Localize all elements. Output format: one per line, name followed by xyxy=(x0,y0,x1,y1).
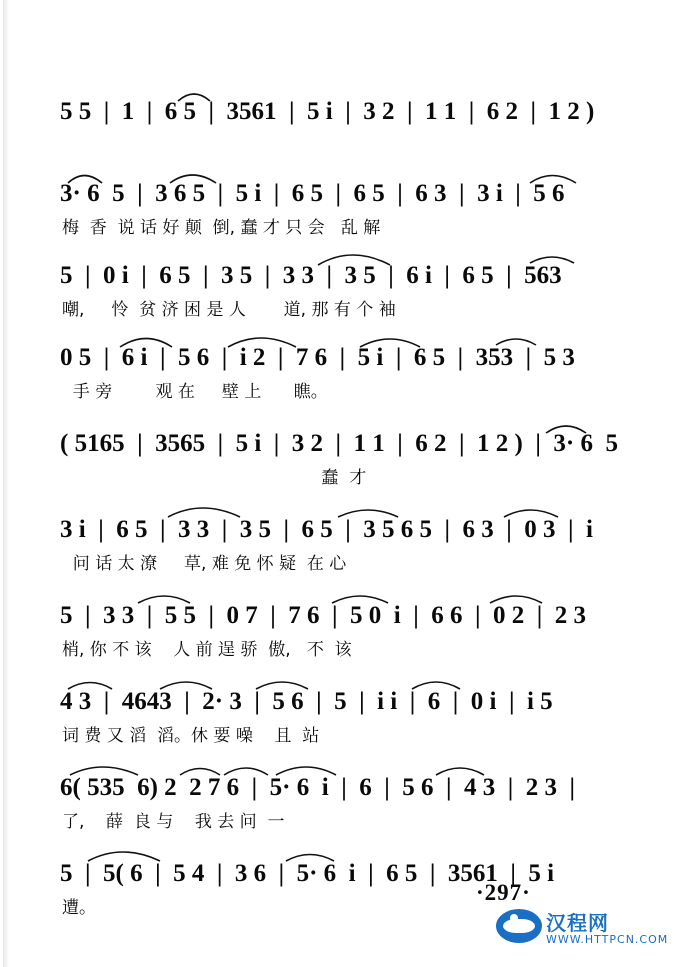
notation-line: 0 5 | 6 i | 5 6 | i 2 | 7 6 | 5 i | 6 5 | 353 | 5 3 xyxy=(60,344,575,371)
notation-line: 5 | 5( 6 | 5 4 | 3 6 | 5· 6 i | 6 5 | 3561 | 5 i xyxy=(60,860,555,887)
watermark-url: WWW.HTTPCN.COM xyxy=(546,933,669,946)
lyrics-line: 词 费 又 滔 滔。休 要 噪 且 站 xyxy=(62,726,320,746)
music-system xyxy=(60,685,620,749)
lyrics-line: 梢, 你 不 该 人 前 逞 骄 傲, 不 该 xyxy=(62,640,352,660)
music-system xyxy=(60,177,620,241)
music-system xyxy=(60,599,620,663)
lyrics-line: 梅 香 说 话 好 颠 倒, 蠢 才 只 会 乱 解 xyxy=(62,218,381,238)
bird-logo-icon xyxy=(496,909,542,943)
music-system xyxy=(60,771,620,835)
notation-line: 3 i | 6 5 | 3 3 | 3 5 | 6 5 | 3 5 6 5 | 6 3 | 0 3 | i xyxy=(60,516,593,543)
notation-line: 5 | 0 i | 6 5 | 3 5 | 3 3 | 3 5 | 6 i | 6 5 | 563 xyxy=(60,262,562,289)
music-score xyxy=(60,95,620,923)
notation-line: ( 5165 | 3565 | 5 i | 3 2 | 1 1 | 6 2 | 1 2 ) | 3· 6 5 xyxy=(60,430,618,457)
watermark-name: 汉程网 xyxy=(546,911,609,935)
music-system xyxy=(60,95,620,159)
site-watermark xyxy=(496,905,669,957)
notation-line: 4 3 | 4643 | 2· 3 | 5 6 | 5 | i i | 6 | 0 i | i 5 xyxy=(60,688,553,715)
notation-line: 5 | 3 3 | 5 5 | 0 7 | 7 6 | 5 0 i | 6 6 | 0 2 | 2 3 xyxy=(60,602,586,629)
music-system xyxy=(60,427,620,491)
music-system xyxy=(60,513,620,577)
music-system xyxy=(60,259,620,323)
music-system xyxy=(60,341,620,405)
lyrics-line: 了, 薛 良 与 我 去 问 一 xyxy=(62,812,285,832)
notation-line: 3· 6 5 | 3 6 5 | 5 i | 6 5 | 6 5 | 6 3 | 3 i | 5 6 xyxy=(60,180,565,207)
notation-line: 6( 535 6) 2 2 7 6 | 5· 6 i | 6 | 5 6 | 4 3 | 2 3 | xyxy=(60,774,575,801)
lyrics-line xyxy=(62,133,620,159)
page-number: ·297· xyxy=(476,880,531,905)
lyrics-line: 手 旁 观 在 壁 上 瞧。 xyxy=(62,382,328,402)
lyrics-line: 嘲, 怜 贫 济 困 是 人 道, 那 有 个 袖 xyxy=(62,300,396,320)
page-edge-shadow xyxy=(3,0,9,967)
lyrics-line: 遭。 xyxy=(62,898,96,918)
lyrics-line: 蠢 才 xyxy=(62,468,367,488)
notation-line: 5 5 | 1 | 6 5 | 3561 | 5 i | 3 2 | 1 1 | 6 2 | 1 2 ) xyxy=(60,98,595,125)
lyrics-line: 问 话 太 潦 草, 难 免 怀 疑 在 心 xyxy=(62,554,347,574)
